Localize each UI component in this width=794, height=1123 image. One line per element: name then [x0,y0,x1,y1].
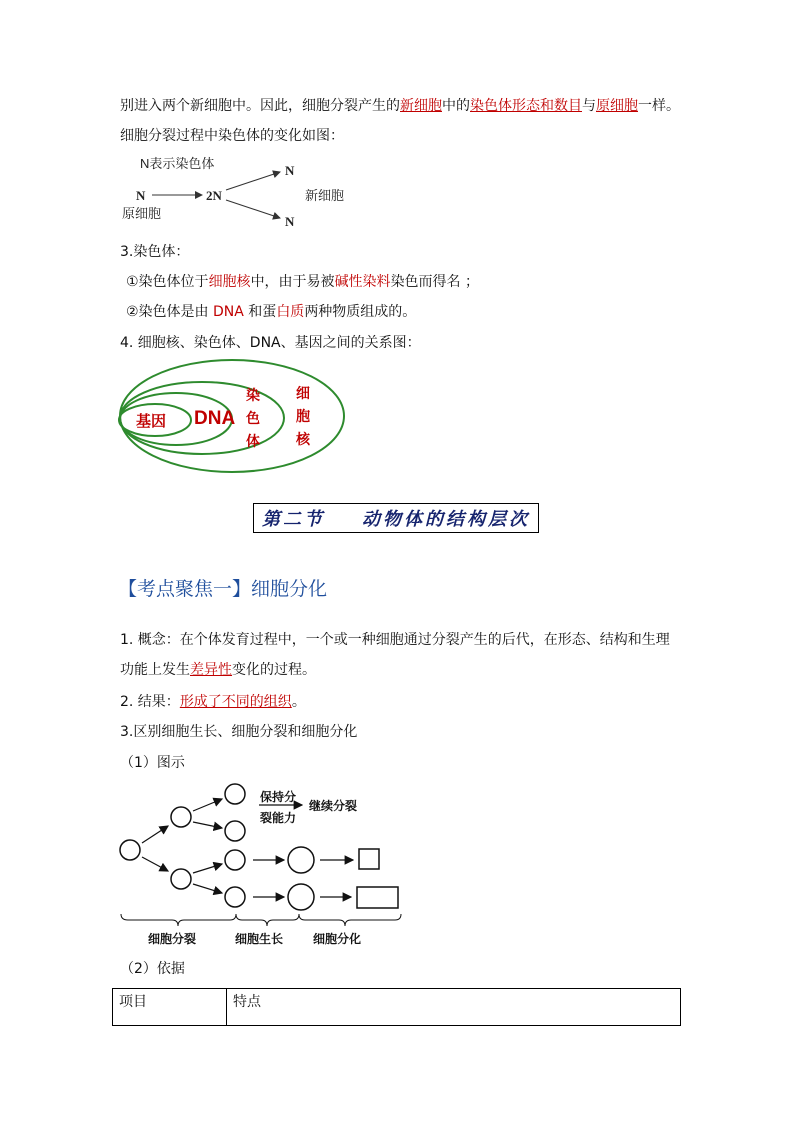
chromosome-char-1: 染 [246,388,260,404]
table-header-item: 项目 [113,989,227,1026]
chromosome-item-1 [126,272,479,292]
cell-c [225,850,245,870]
focus-title: 【考点聚焦一】细胞分化 [118,578,328,600]
fig1-2n: 2N [206,188,222,203]
text-run: ①染色体位于 [126,274,209,290]
highlight-new-cell: 新细胞 [400,98,442,114]
arrow-div-down [142,857,168,871]
highlight-dna: DNA [213,304,244,320]
result-line [120,692,306,712]
continue-divide-label: 继续分裂 [309,799,358,813]
section-3-heading: 3.染色体： [120,244,190,260]
fig1-arrow-up [226,172,280,190]
cell-diff-rect [357,887,398,908]
arrow-c [193,864,222,873]
distinguish-heading: 3.区别细胞生长、细胞分裂和细胞分化 [120,724,358,740]
cell-div-lower [171,869,191,889]
cell-diff-square [359,849,379,869]
cell-a [225,784,245,804]
arrow-a [193,799,222,811]
paragraph-chromosome-change: 细胞分裂过程中染色体的变化如图： [120,128,344,144]
gene-ellipse [119,404,191,436]
keep-divide-label-1: 保持分 [260,790,297,804]
text-run: 和蛋 [243,304,277,320]
table-header-feature: 特点 [227,989,681,1026]
dna-label: DNA [194,408,236,429]
fig1-new-cells: 新细胞 [305,188,345,203]
text-run: 2. 结果： [120,694,180,710]
highlight-chromosome-shape-number: 染色体形态和数目 [470,98,582,114]
text-run: ②染色体是由 [126,304,214,320]
cell-grown-2 [288,884,314,910]
cell-d [225,887,245,907]
text-run: 一样。 [638,98,680,114]
highlight-protein: 白质 [276,304,305,320]
nucleus-ellipse [120,360,344,472]
basis-subheading: （2）依据 [120,961,185,977]
text-run: 功能上发生 [120,662,190,678]
fig1-n-top: N [285,163,295,178]
brace-division [121,914,236,926]
brace-differentiation [299,914,401,926]
arrow-d [193,884,222,893]
text-run: 变化的过程。 [232,662,316,678]
fig1-arrow-down [226,200,280,218]
highlight-basic-dye: 碱性染料 [334,274,391,290]
arrow-div-up [142,826,168,843]
section-4-heading: 4. 细胞核、染色体、DNA、基因之间的关系图： [120,335,421,351]
highlight-tissue: 形成了不同的组织 [179,694,292,710]
keep-divide-label-2: 裂能力 [260,811,297,825]
nucleus-char-2: 胞 [296,409,310,425]
concept-line-2 [120,660,316,680]
chromosome-item-2 [126,302,416,322]
gene-label: 基因 [136,412,167,430]
chromosome-char-3: 体 [246,434,260,450]
nucleus-char-1: 细 [296,386,310,402]
comparison-table [112,988,681,1026]
figure-subheading: （1）图示 [120,755,185,771]
fig1-n: N [136,188,146,203]
text-run: 别进入两个新细胞中。因此，细胞分裂产生的 [120,98,400,114]
section-title-box: 第二节 动物体的结构层次 [253,503,539,533]
paragraph-cell-division-result [120,96,680,116]
concept-line-1: 1. 概念：在个体发育过程中，一个或一种细胞通过分裂产生的后代，在形态、结构和生理 [120,632,670,648]
text-run: 染色而得名 ； [390,274,480,290]
text-run: 与 [582,98,596,114]
text-run: 。 [291,694,306,710]
cell-grown-1 [288,847,314,873]
arrow-b [193,822,222,828]
nucleus-char-3: 核 [296,432,310,448]
label-cell-differentiation: 细胞分化 [313,932,362,946]
text-run: 中，由于易被 [250,274,335,290]
highlight-original-cell: 原细胞 [596,98,638,114]
label-cell-division: 细胞分裂 [148,932,197,946]
fig1-note: N表示染色体 [140,156,215,171]
cell-origin [120,840,140,860]
chromosome-ellipse [120,382,284,454]
cell-div-upper [171,807,191,827]
chromosome-char-2: 色 [246,411,260,427]
text-run: 两种物质组成的。 [304,304,417,320]
highlight-difference: 差异性 [190,662,232,678]
brace-growth [236,914,299,926]
label-cell-growth: 细胞生长 [235,932,284,946]
fig1-original-cell: 原细胞 [122,206,162,221]
fig1-n-bottom: N [285,214,295,229]
table-row [113,989,681,1026]
text-run: 中的 [442,98,470,114]
cell-b [225,821,245,841]
highlight-nucleus: 细胞核 [208,274,251,290]
dna-ellipse [120,393,232,445]
